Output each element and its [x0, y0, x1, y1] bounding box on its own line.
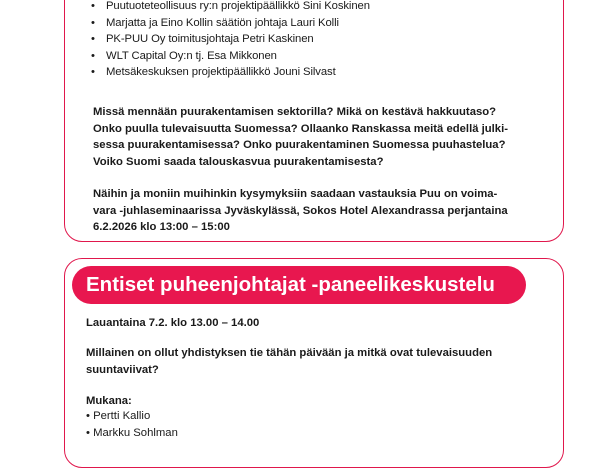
participant-item: • Markku Sohlman [86, 425, 178, 442]
paragraph-line: vara -juhlaseminaarissa Jyväskylässä, Sokos Hotel Alexandrassa perjantaina [93, 204, 508, 217]
paragraph-line: sessa puurakentamisessa? Onko puurakentaminen Suomessa puuhastelua? [93, 139, 506, 152]
participants-label-text: Mukana: [86, 395, 132, 407]
speaker-item: • WLT Capital Oy:n tj. Esa Mikkonen [91, 48, 370, 65]
panel-title-banner: Entiset puheenjohtajat -paneelikeskustelu [72, 266, 526, 304]
paragraph-line: Onko puulla tulevaisuutta Suomessa? Ollaanko Ranskassa meitä edellä julki- [93, 122, 508, 135]
answers-paragraph [93, 186, 508, 236]
paragraph-line: Voiko Suomi saada talouskasvua puurakentamisesta? [93, 155, 384, 168]
panel-time [86, 315, 259, 332]
paragraph-line: suuntaviivat? [86, 363, 159, 376]
paragraph-line: 6.2.2026 klo 13:00 – 15:00 [93, 221, 230, 234]
participant-list [86, 408, 178, 442]
speaker-item: • Metsäkeskuksen projektipäällikkö Jouni Silvast [91, 64, 370, 81]
speaker-list [91, 0, 370, 81]
questions-paragraph [93, 104, 508, 170]
panel-time-text: Lauantaina 7.2. klo 13.00 – 14.00 [86, 317, 260, 329]
paragraph-line: Näihin ja moniin muihinkin kysymyksiin saadaan vastauksia Puu on voima- [93, 188, 498, 200]
paragraph-line: Millainen on ollut yhdistyksen tie tähän päivään ja mitkä ovat tulevaisuuden [86, 347, 493, 359]
paragraph-line: Missä mennään puurakentamisen sektorilla? Mikä on kestävä hakkuutaso? [93, 106, 497, 118]
panel-question [86, 345, 492, 378]
speaker-item: • Marjatta ja Eino Kollin säätiön johtaja Lauri Kolli [91, 15, 370, 32]
speaker-item: • Puutuoteteollisuus ry:n projektipäällikkö Sini Koskinen [91, 0, 370, 15]
speaker-item: • PK-PUU Oy toimitusjohtaja Petri Kaskinen [91, 31, 370, 48]
participant-item: • Pertti Kallio [86, 408, 178, 425]
